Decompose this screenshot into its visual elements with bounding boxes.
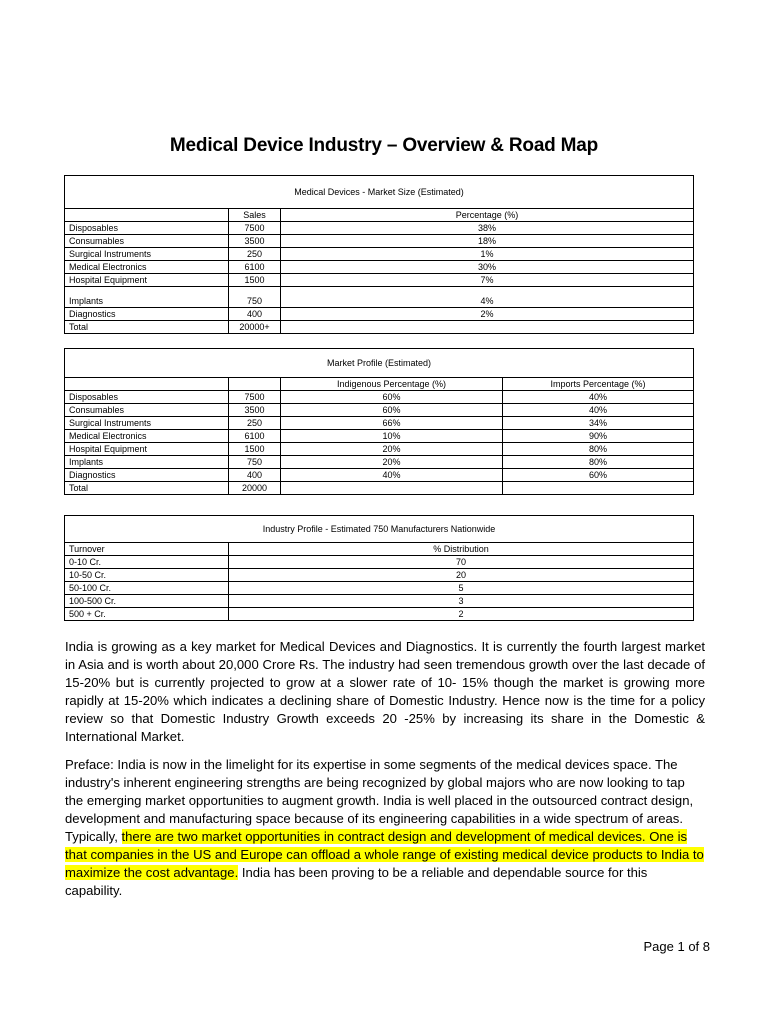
page-number: Page 1 of 8	[643, 939, 710, 954]
cell: 2%	[281, 308, 694, 321]
table-caption: Market Profile (Estimated)	[65, 349, 694, 378]
cell: 1500	[229, 274, 281, 287]
cell: 18%	[281, 235, 694, 248]
cell: 80%	[503, 443, 694, 456]
cell: 4%	[281, 287, 694, 308]
cell: Consumables	[65, 404, 229, 417]
cell: Hospital Equipment	[65, 443, 229, 456]
table-row	[65, 482, 694, 495]
table-row	[65, 595, 694, 608]
cell: 1%	[281, 248, 694, 261]
cell: 5	[229, 582, 694, 595]
preface-text: Preface: India is now in the limelight for its expertise in some segments of the medical devices space. The industry's inherent engineering strengths are being recognized by global majors who are now looking to tap the emerging market opportunities to augment growth. India is well placed in the outsourced contract design, development and manufacturing space because of its engineering capabilities in a wide spectrum of areas. Typically,	[65, 757, 694, 844]
industry-profile-table	[64, 515, 694, 621]
table-row	[65, 261, 694, 274]
cell: Total	[65, 321, 229, 334]
cell: 40%	[503, 404, 694, 417]
cell: Medical Electronics	[65, 430, 229, 443]
cell: 38%	[281, 222, 694, 235]
cell	[281, 482, 503, 495]
table-header: Turnover	[65, 543, 229, 556]
cell: 750	[229, 456, 281, 469]
table-row	[65, 391, 694, 404]
cell: Hospital Equipment	[65, 274, 229, 287]
cell: 7500	[229, 391, 281, 404]
table-row	[65, 443, 694, 456]
intro-paragraph: India is growing as a key market for Medical Devices and Diagnostics. It is currently the fourth largest market in Asia and is worth about 20,000 Crore Rs. The industry had seen tremendous growth over the last decade of 15-20% but is currently projected to grow at a slower rate of 10- 15% though the market is growing more rapidly at 15-20% which indicates a declining share of Domestic Industry. Hence now is the time for a policy review so that Domestic Industry Growth exceeds 20 -25% by increasing its share in the Domestic & International Market.	[65, 639, 705, 744]
cell: 90%	[503, 430, 694, 443]
cell: Surgical Instruments	[65, 417, 229, 430]
cell: 750	[229, 287, 281, 308]
cell: Diagnostics	[65, 308, 229, 321]
cell: 400	[229, 469, 281, 482]
cell: 80%	[503, 456, 694, 469]
market-profile-table	[64, 348, 694, 495]
table-caption: Industry Profile - Estimated 750 Manufacturers Nationwide	[65, 516, 694, 543]
table-header: Indigenous Percentage (%)	[281, 378, 503, 391]
highlighted-text: there are two market opportunities in contract design and development of medical devices. One is that companies in the US and Europe can offload a whole range of existing medical device products to India to maximize the cost advantage.	[65, 829, 704, 880]
preface-paragraph	[65, 756, 705, 900]
table-header: Sales	[229, 209, 281, 222]
table-row	[65, 308, 694, 321]
cell: 60%	[281, 391, 503, 404]
cell: 7%	[281, 274, 694, 287]
table-row	[65, 248, 694, 261]
cell: 30%	[281, 261, 694, 274]
cell: 20000	[229, 482, 281, 495]
cell: 60%	[281, 404, 503, 417]
cell: 400	[229, 308, 281, 321]
cell: Disposables	[65, 222, 229, 235]
cell: 0-10 Cr.	[65, 556, 229, 569]
market-size-table	[64, 175, 694, 334]
cell: 20	[229, 569, 694, 582]
cell: 66%	[281, 417, 503, 430]
table-row	[65, 469, 694, 482]
cell: 20%	[281, 443, 503, 456]
cell: 1500	[229, 443, 281, 456]
cell: 2	[229, 608, 694, 621]
cell: 20000+	[229, 321, 281, 334]
page-title: Medical Device Industry – Overview & Road Map	[169, 135, 599, 156]
table-header: Imports Percentage (%)	[503, 378, 694, 391]
cell: 3500	[229, 404, 281, 417]
cell: 40%	[503, 391, 694, 404]
table-header: % Distribution	[229, 543, 694, 556]
cell: 6100	[229, 261, 281, 274]
cell: 34%	[503, 417, 694, 430]
table-header	[65, 209, 229, 222]
cell: 10%	[281, 430, 503, 443]
table-row	[65, 274, 694, 287]
cell: Implants	[65, 287, 229, 308]
table-caption: Medical Devices - Market Size (Estimated)	[65, 176, 694, 209]
cell: 6100	[229, 430, 281, 443]
preface-text-end: India has been proving to be a reliable and dependable source for this capability.	[65, 865, 648, 898]
cell: 250	[229, 417, 281, 430]
cell: Medical Electronics	[65, 261, 229, 274]
cell: Surgical Instruments	[65, 248, 229, 261]
cell: 250	[229, 248, 281, 261]
cell: Diagnostics	[65, 469, 229, 482]
cell: 10-50 Cr.	[65, 569, 229, 582]
cell: 3500	[229, 235, 281, 248]
cell: 500 + Cr.	[65, 608, 229, 621]
cell: Implants	[65, 456, 229, 469]
cell: Total	[65, 482, 229, 495]
cell: 20%	[281, 456, 503, 469]
cell: 3	[229, 595, 694, 608]
table-row	[65, 608, 694, 621]
table-row	[65, 417, 694, 430]
table-row	[65, 287, 694, 308]
table-header	[229, 378, 281, 391]
table-row	[65, 235, 694, 248]
table-row	[65, 569, 694, 582]
cell	[503, 482, 694, 495]
table-header	[65, 378, 229, 391]
cell	[281, 321, 694, 334]
cell: 7500	[229, 222, 281, 235]
cell: 70	[229, 556, 694, 569]
table-row	[65, 430, 694, 443]
table-row	[65, 556, 694, 569]
table-header: Percentage (%)	[281, 209, 694, 222]
cell: Consumables	[65, 235, 229, 248]
cell: 100-500 Cr.	[65, 595, 229, 608]
cell: 50-100 Cr.	[65, 582, 229, 595]
table-row	[65, 456, 694, 469]
cell: Disposables	[65, 391, 229, 404]
table-row	[65, 404, 694, 417]
table-row	[65, 222, 694, 235]
cell: 40%	[281, 469, 503, 482]
cell: 60%	[503, 469, 694, 482]
table-row	[65, 582, 694, 595]
table-row	[65, 321, 694, 334]
